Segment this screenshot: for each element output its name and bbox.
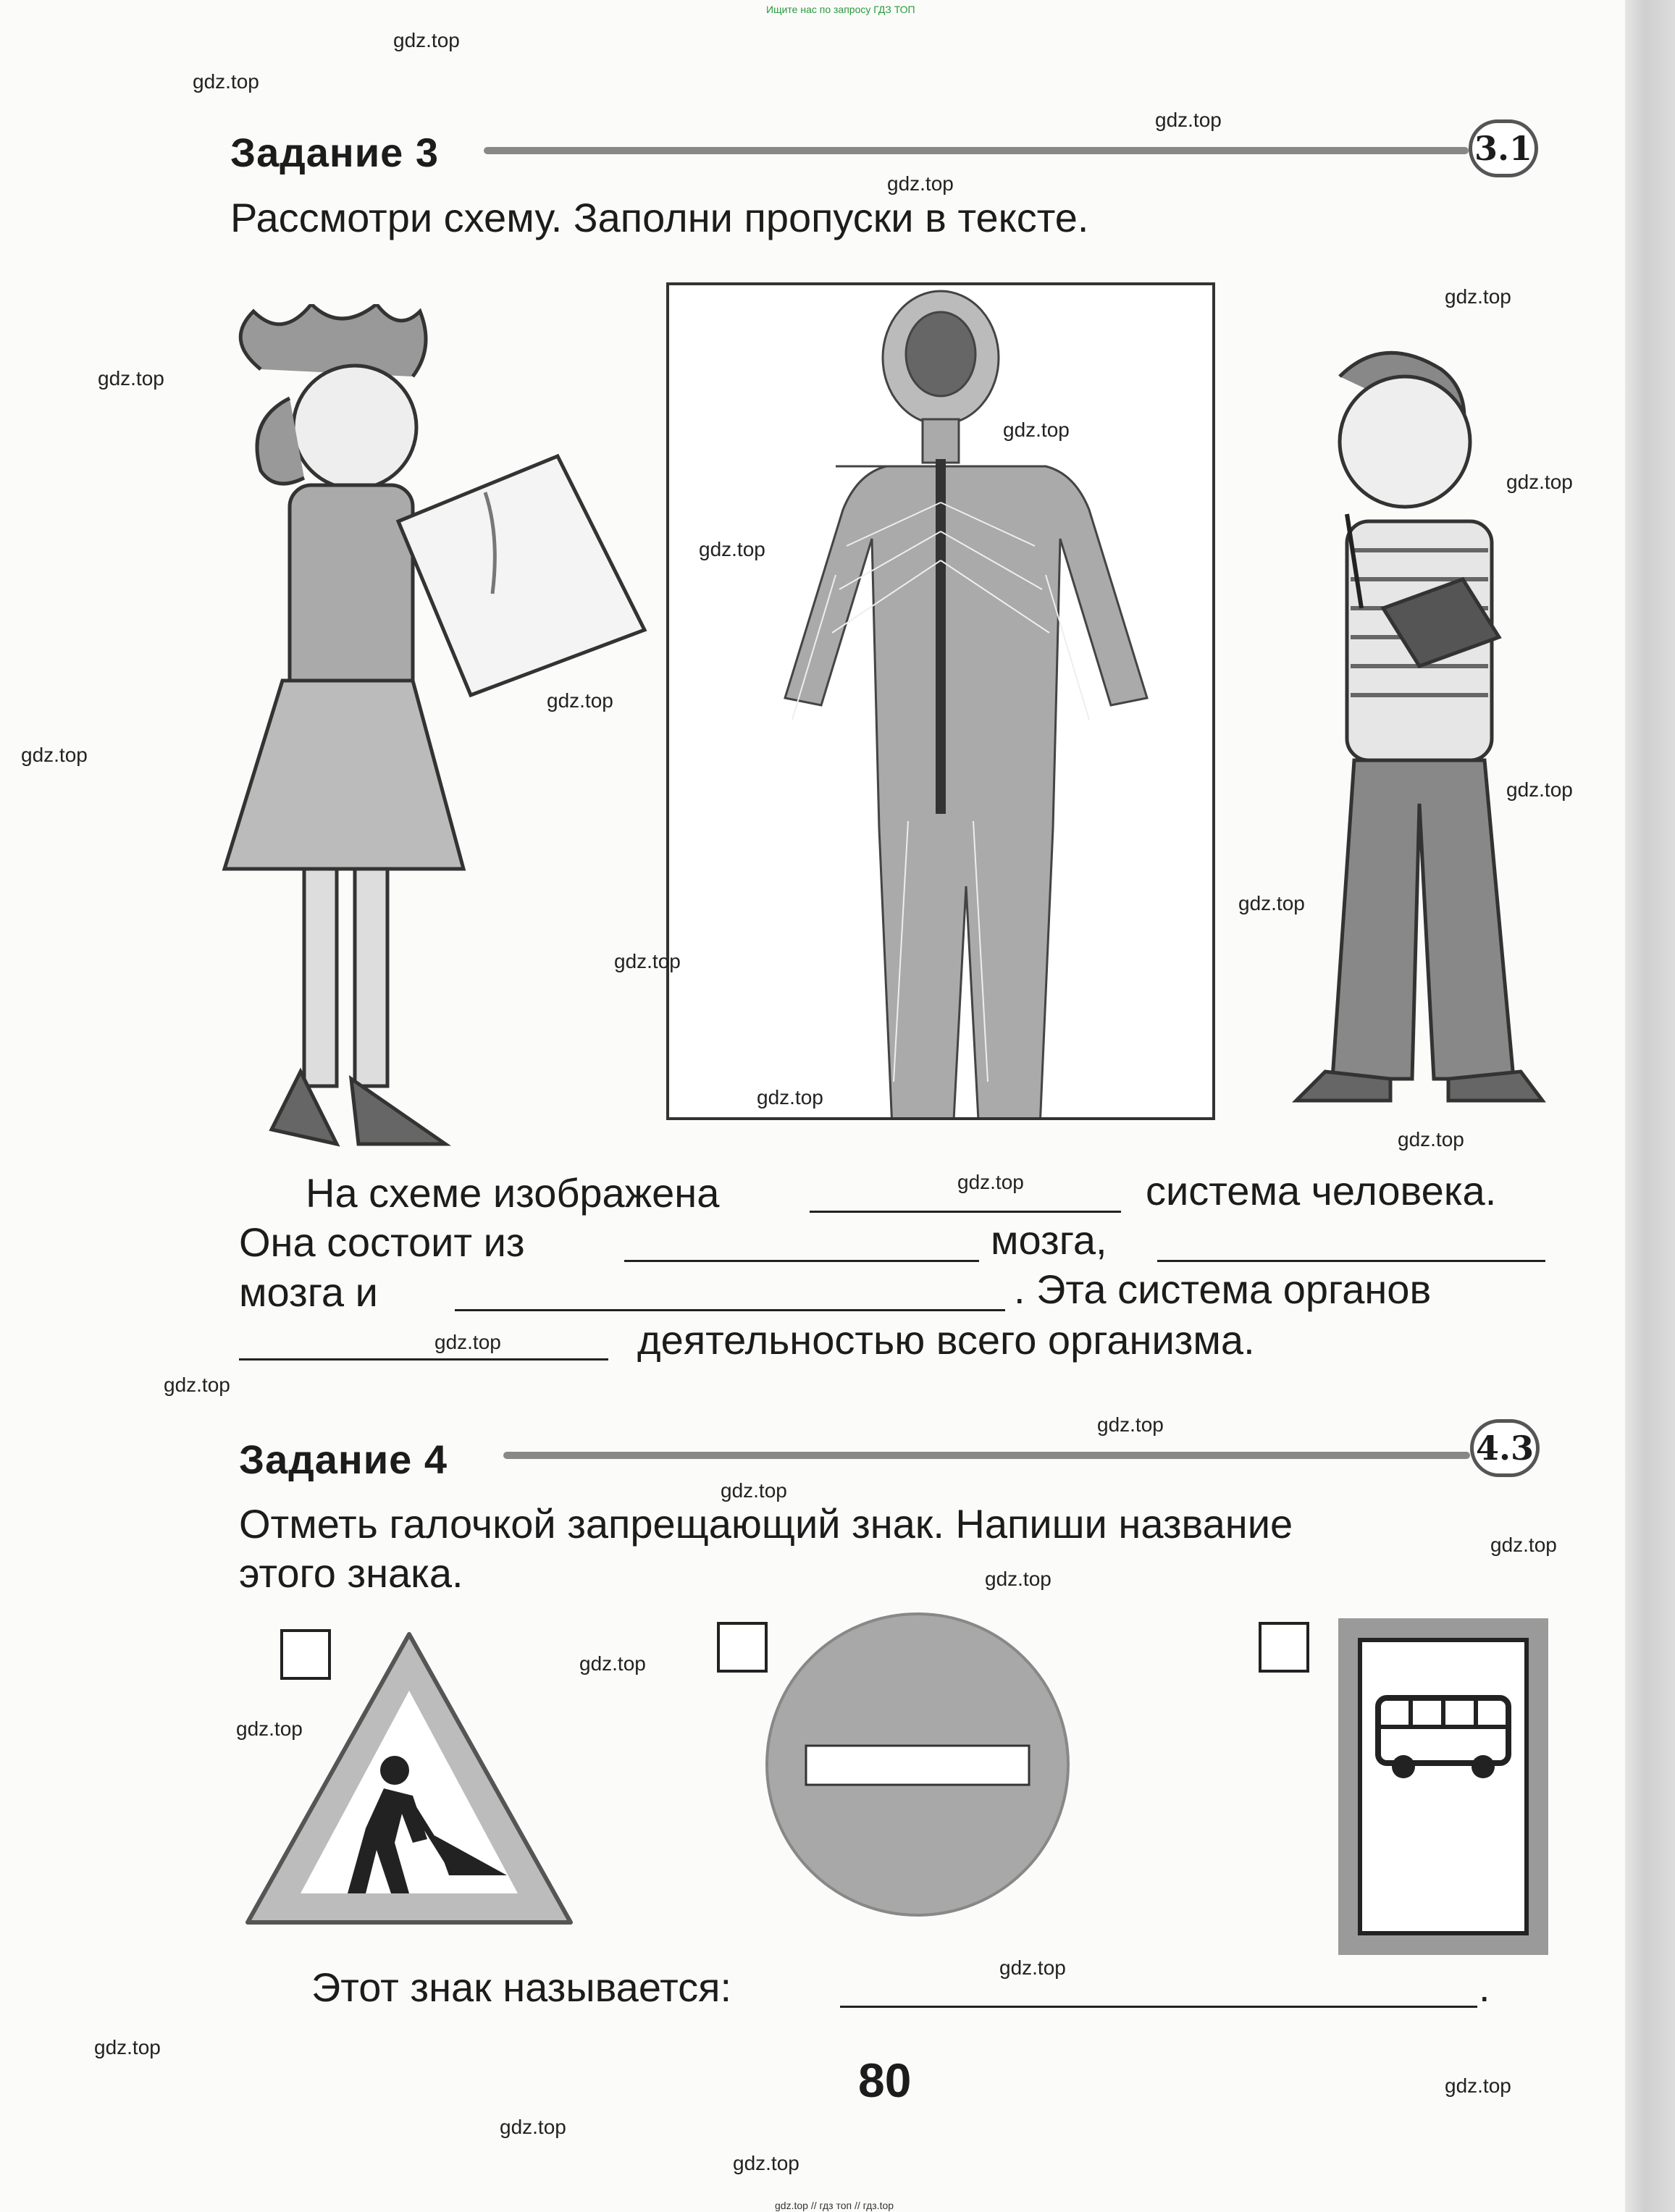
blank-brain-part-1[interactable] bbox=[624, 1260, 979, 1262]
watermark: gdz.top bbox=[1445, 285, 1511, 308]
watermark: gdz.top bbox=[733, 2152, 799, 2174]
page-edge bbox=[1625, 0, 1675, 2212]
watermark: gdz.top bbox=[236, 1717, 303, 1740]
task3-line4-end: деятельностью всего организма. bbox=[637, 1317, 1255, 1363]
watermark: gdz.top bbox=[164, 1374, 230, 1396]
watermark: gdz.top bbox=[1003, 419, 1070, 441]
task3-line3-start: мозга и bbox=[239, 1269, 378, 1315]
bus-stop-sign-icon bbox=[1338, 1618, 1548, 1955]
bottom-banner: gdz.top // гдз топ // гдз.top bbox=[775, 2200, 894, 2211]
watermark: gdz.top bbox=[579, 1652, 646, 1675]
watermark: gdz.top bbox=[435, 1331, 501, 1353]
watermark: gdz.top bbox=[699, 538, 765, 560]
checkbox-no-entry-sign[interactable] bbox=[717, 1622, 768, 1673]
task4-rule bbox=[503, 1452, 1470, 1459]
watermark: gdz.top bbox=[1445, 2074, 1511, 2097]
watermark: gdz.top bbox=[957, 1171, 1024, 1193]
task4-answer-end: . bbox=[1479, 1964, 1490, 2010]
watermark: gdz.top bbox=[393, 29, 460, 51]
top-banner: Ищите нас по запросу ГДЗ ТОП bbox=[766, 4, 915, 15]
task4-instruction-2: этого знака. bbox=[239, 1550, 463, 1596]
watermark: gdz.top bbox=[721, 1479, 787, 1502]
task4-answer-label: Этот знак называется: bbox=[311, 1964, 732, 2010]
human-nervous-system-diagram bbox=[669, 285, 1212, 1117]
watermark: gdz.top bbox=[1398, 1128, 1464, 1151]
task4-title: Задание 4 bbox=[239, 1437, 448, 1482]
blank-function-verb[interactable] bbox=[239, 1358, 608, 1361]
watermark: gdz.top bbox=[98, 367, 164, 390]
girl-holding-drawing-illustration bbox=[210, 304, 659, 1151]
road-works-sign-icon bbox=[239, 1626, 579, 1933]
watermark: gdz.top bbox=[193, 70, 259, 93]
task4-badge: 4.3 bbox=[1470, 1419, 1540, 1477]
watermark: gdz.top bbox=[94, 2036, 161, 2058]
task3-line2-mid: мозга, bbox=[991, 1217, 1107, 1263]
watermark: gdz.top bbox=[757, 1086, 823, 1109]
watermark: gdz.top bbox=[985, 1568, 1051, 1590]
watermark: gdz.top bbox=[21, 744, 88, 766]
watermark: gdz.top bbox=[999, 1956, 1066, 1979]
watermark: gdz.top bbox=[1097, 1413, 1164, 1436]
blank-brain-part-2[interactable] bbox=[1157, 1260, 1545, 1262]
blank-system-type[interactable] bbox=[810, 1211, 1121, 1213]
watermark: gdz.top bbox=[1155, 109, 1222, 131]
task4-instruction-1: Отметь галочкой запрещающий знак. Напиши название bbox=[239, 1501, 1293, 1547]
task3-badge: 3.1 bbox=[1469, 119, 1538, 177]
watermark: gdz.top bbox=[614, 950, 681, 972]
answer-sign-name-field[interactable] bbox=[840, 2006, 1477, 2008]
task3-line2-start: Она состоит из bbox=[239, 1219, 525, 1265]
watermark: gdz.top bbox=[1506, 778, 1573, 801]
task3-rule bbox=[484, 147, 1469, 154]
boy-writing-notebook-illustration bbox=[1282, 348, 1586, 1130]
page-number: 80 bbox=[858, 2053, 912, 2107]
task3-line1-end: система человека. bbox=[1146, 1168, 1497, 1214]
nervous-system-diagram-frame bbox=[666, 282, 1215, 1120]
watermark: gdz.top bbox=[887, 172, 954, 195]
watermark: gdz.top bbox=[1490, 1534, 1557, 1556]
task3-line3-end: . Эта система органов bbox=[1014, 1266, 1432, 1312]
watermark: gdz.top bbox=[500, 2116, 566, 2138]
watermark: gdz.top bbox=[1238, 892, 1305, 914]
no-entry-sign-icon bbox=[764, 1611, 1072, 1919]
task3-instruction: Рассмотри схему. Заполни пропуски в тексте. bbox=[230, 195, 1089, 240]
task3-title: Задание 3 bbox=[230, 130, 440, 175]
watermark: gdz.top bbox=[547, 689, 613, 712]
watermark: gdz.top bbox=[1506, 471, 1573, 493]
task3-line1-start: На схеме изображена bbox=[306, 1170, 720, 1216]
checkbox-bus-stop-sign[interactable] bbox=[1259, 1622, 1309, 1673]
blank-nerves[interactable] bbox=[455, 1309, 1005, 1311]
